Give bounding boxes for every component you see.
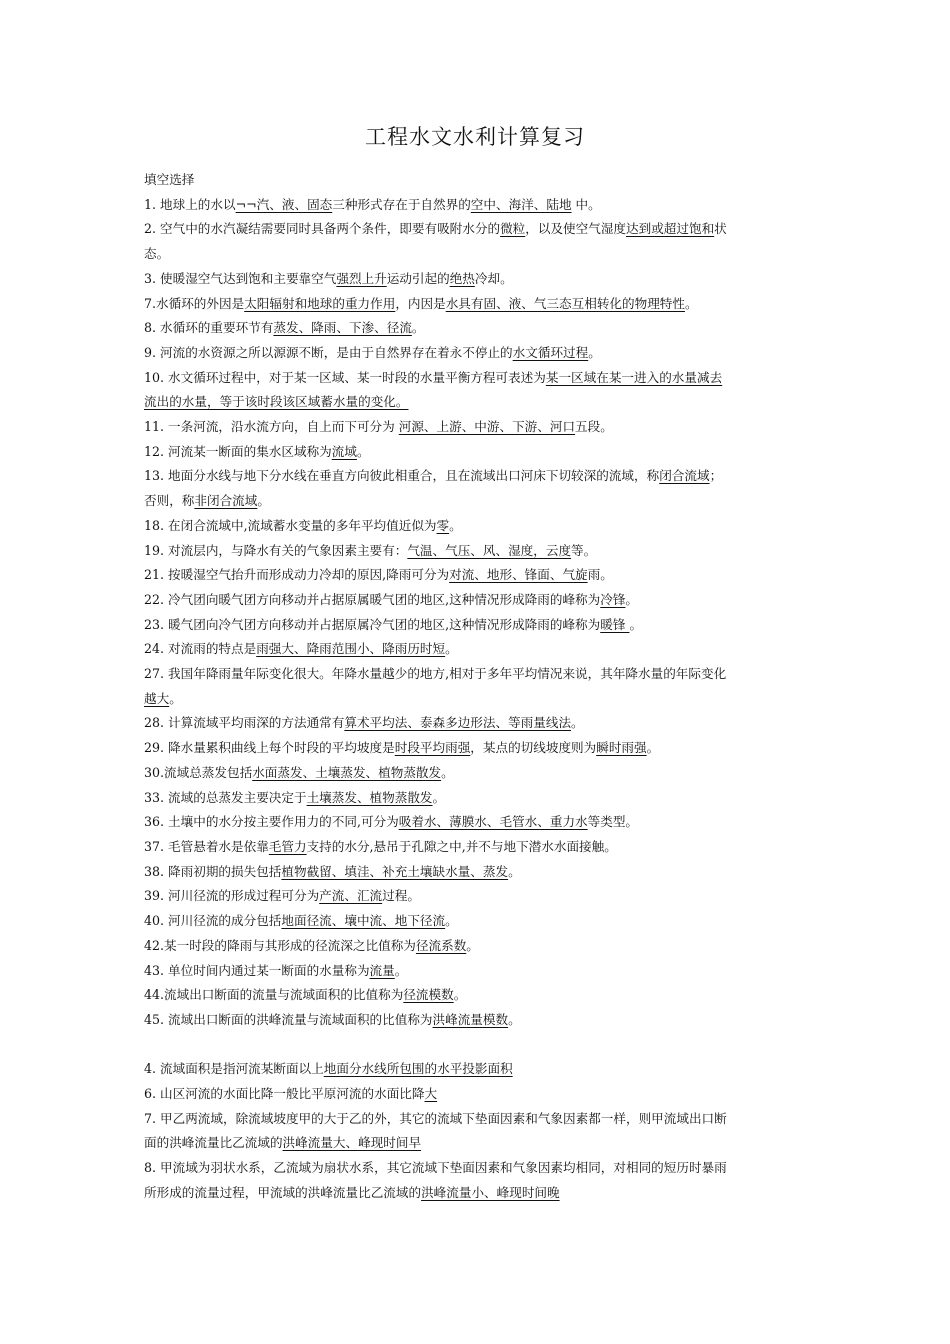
question-text: 12. 河流某一断面的集水区域称为 <box>144 443 332 459</box>
question-text: 。 <box>432 789 446 805</box>
answer-underline: 流出的水量，等于该时段该区域蓄水量的变化。 <box>144 394 409 410</box>
answer-underline: 闭合流域 <box>659 468 710 484</box>
answer-underline: 洪峰流量小、峰现时间晚 <box>421 1184 560 1200</box>
question-text: 33. 流域的总蒸发主要决定于 <box>144 789 307 805</box>
question-text: 19. 对流层内，与降水有关的气象因素主要有： <box>144 542 408 558</box>
answer-underline: 河源、上游、中游、下游、河口 <box>398 419 576 435</box>
answer-underline: 径流模数 <box>403 987 454 1003</box>
answer-underline: 越大 <box>144 690 170 706</box>
question-text: 。 <box>453 987 467 1003</box>
answer-underline: 水文循环过程 <box>512 344 589 360</box>
question-text: 。 <box>445 641 458 657</box>
question-text: 。 <box>508 863 521 879</box>
question-text: 43. 单位时间内通过某一断面的水量称为 <box>144 962 370 978</box>
document-body <box>144 168 812 1206</box>
question-text: 24. 对流雨的特点是 <box>144 641 257 657</box>
question-text: 44.流域出口断面的流量与流域面积的比值称为 <box>144 987 404 1003</box>
answer-underline: 植物截留、填洼、补充土壤缺水量、蒸发 <box>281 863 509 879</box>
question-text: 。 <box>629 616 643 632</box>
text-line <box>144 539 812 564</box>
question-text: 13. 地面分水线与地下分水线在垂直方向彼此相重合，且在流域出口河床下切较深的流域，称 <box>144 468 660 484</box>
question-text: ，内因是 <box>395 295 446 311</box>
answer-underline: 大 <box>424 1086 438 1101</box>
answer-underline: 地面分水线所包围的水平投影面积 <box>323 1061 513 1077</box>
question-text: 21. 按暖湿空气抬升而形成动力冷却的原因,降雨可分为 <box>144 567 450 583</box>
text-line <box>144 736 812 761</box>
question-text: 2. 空气中的水汽凝结需要同时具备两个条件，即要有吸附水分的 <box>144 221 501 237</box>
answer-underline: 某一区域在某一进入的水量减去 <box>545 369 723 385</box>
text-line <box>144 1156 812 1181</box>
question-text: 36. 土壤中的水分按主要作用力的不同,可分为 <box>144 814 399 830</box>
answer-underline: ¬¬汽、液、固态 <box>235 196 333 212</box>
text-line <box>144 761 812 786</box>
question-text: 支持的水分,悬吊于孔隙之中,并不与地下潜水水面接触。 <box>306 838 617 854</box>
question-text: 。 <box>445 913 458 929</box>
question-text: 37. 毛管悬着水是依靠 <box>144 838 269 854</box>
question-text: 28. 计算流域平均雨深的方法通常有 <box>144 715 345 731</box>
answer-underline: 产流、汇流 <box>319 888 383 904</box>
answer-underline: 对流、地形、锋面、气旋 <box>449 567 588 583</box>
question-text: 22. 冷气团向暖气团方向移动并占据原属暖气团的地区,这种情况形成降雨的峰称为 <box>144 591 601 607</box>
document-title: 工程水文水利计算复习 <box>365 125 585 149</box>
text-line <box>144 242 812 267</box>
text-line <box>144 662 812 687</box>
answer-underline: 流量 <box>369 962 395 978</box>
question-text: 8. 甲流域为羽状水系，乙流域为扇状水系，其它流域下垫面因素和气象因素均相同，对相同的短历时暴雨 <box>144 1160 727 1176</box>
text-line <box>144 267 812 292</box>
answer-underline: 水面蒸发、土壤蒸发、植物蒸散发 <box>252 764 442 780</box>
text-line <box>144 959 812 984</box>
question-text: 。 <box>394 962 408 978</box>
question-text: 29. 降水量累积曲线上每个时段的平均坡度是 <box>144 740 395 756</box>
question-text: 。 <box>571 715 584 731</box>
question-text: 五段。 <box>575 419 613 435</box>
answer-underline: 绝热 <box>449 270 475 286</box>
answer-underline: 毛管力 <box>268 838 307 854</box>
question-text: 3. 使暖湿空气达到饱和主要靠空气 <box>144 270 337 286</box>
question-text: ，以及使空气湿度 <box>525 221 626 237</box>
answer-underline: 蒸发、降雨、下渗、径流 <box>273 320 412 336</box>
answer-underline: 暖锋 <box>600 616 630 632</box>
answer-underline: 瞬时雨强 <box>596 740 647 756</box>
question-text: ，某点的切线坡度则为 <box>470 740 597 756</box>
question-text: 8. 水循环的重要环节有 <box>144 320 274 336</box>
question-text: 23. 暖气团向冷气团方向移动并占据原属冷气团的地区,这种情况形成降雨的峰称为 <box>144 616 601 632</box>
text-line <box>144 1181 812 1206</box>
question-text: 面的洪峰流量比乙流域的 <box>144 1135 283 1151</box>
answer-underline: 微粒 <box>500 221 526 237</box>
question-text: 。 <box>625 591 639 607</box>
section-heading: 填空选择 <box>144 172 195 187</box>
text-line <box>144 563 812 588</box>
answer-underline: 雨强大、降雨范围小、降雨历时短 <box>256 641 446 657</box>
question-text: 。 <box>684 295 698 311</box>
text-line <box>144 983 812 1008</box>
text-line <box>144 884 812 909</box>
question-text: 7. 甲乙两流域，除流域坡度甲的大于乙的外，其它的流域下垫面因素和气象因素都一样，则甲流域出口断 <box>144 1110 727 1126</box>
question-text: 40. 河川径流的成分包括 <box>144 913 282 929</box>
question-text: 。 <box>466 937 479 953</box>
answer-underline: 气温、气压、风、湿度，云度 <box>407 542 572 558</box>
text-line <box>144 687 812 712</box>
question-text: 所形成的流量过程，甲流域的洪峰流量比乙流域的 <box>144 1184 422 1200</box>
text-line <box>144 835 812 860</box>
question-text: 。 <box>411 320 425 336</box>
question-text: 。 <box>441 764 454 780</box>
text-line <box>144 292 812 317</box>
answer-underline: 冷锋 <box>600 591 626 607</box>
text-line <box>144 1107 812 1132</box>
text-line <box>144 860 812 885</box>
question-text: ； <box>709 468 723 484</box>
text-line <box>144 613 812 638</box>
question-text: 。 <box>356 443 370 459</box>
text-line <box>144 637 812 662</box>
answer-underline: 零 <box>436 517 450 533</box>
answer-underline: 强烈上升 <box>336 270 387 286</box>
text-line <box>144 810 812 835</box>
answer-underline: 达到或超过饱和 <box>626 221 715 237</box>
question-text: 39. 河川径流的形成过程可分为 <box>144 888 320 904</box>
question-text: 状 <box>714 221 727 237</box>
answer-underline: 吸着水、薄膜水、毛管水、重力水 <box>398 814 588 830</box>
question-text: 42.某一时段的降雨与其形成的径流深之比值称为 <box>144 937 416 953</box>
answer-underline: 太阳辐射和地球的重力作用 <box>244 295 396 311</box>
question-text: 1. 地球上的水以 <box>144 196 236 212</box>
blank-line <box>144 1033 812 1058</box>
question-text: 。 <box>169 690 182 706</box>
question-text: 。 <box>508 1011 521 1027</box>
question-text: 雨。 <box>587 567 613 583</box>
answer-underline: 算术平均法、泰森多边形法、等雨量线法 <box>344 715 572 731</box>
question-text: 6. 山区河流的水面比降一般比平原河流的水面比降 <box>144 1086 425 1101</box>
question-text: 态。 <box>144 246 170 262</box>
question-text: 运动引起的 <box>386 270 450 286</box>
text-line <box>144 217 812 242</box>
text-line <box>144 366 812 391</box>
text-line <box>144 440 812 465</box>
question-text: 。 <box>449 517 462 533</box>
text-line <box>144 934 812 959</box>
question-text: 中。 <box>571 196 601 212</box>
text-line <box>144 193 812 218</box>
answer-underline: 非闭合流域 <box>194 493 258 509</box>
text-line <box>144 1131 812 1156</box>
question-text: 等。 <box>571 542 597 558</box>
answer-underline: 流域 <box>331 443 357 459</box>
question-text: 等类型。 <box>587 814 639 830</box>
question-text: 27. 我国年降雨量年际变化很大。年降水量越少的地方,相对于多年平均情况来说，其年降水量的年际变化 <box>144 666 727 682</box>
answer-underline: 时段平均雨强 <box>394 740 471 756</box>
text-line <box>144 464 812 489</box>
text-line <box>144 390 812 415</box>
text-line <box>144 1008 812 1033</box>
answer-underline: 洪峰流量模数 <box>432 1011 509 1027</box>
text-line <box>144 711 812 736</box>
text-line <box>144 415 812 440</box>
answer-underline: 土壤蒸发、植物蒸散发 <box>306 789 433 805</box>
question-text: 11. 一条河流，沿水流方向，自上而下可分为 <box>144 419 399 435</box>
question-text: 过程。 <box>382 888 420 904</box>
text-line <box>144 341 812 366</box>
question-text: 。 <box>257 493 270 509</box>
text-line <box>144 1082 812 1107</box>
answer-underline: 空中、海洋、陆地 <box>470 196 572 212</box>
question-text: 否则，称 <box>144 493 195 509</box>
text-line <box>144 786 812 811</box>
question-text: 10. 水文循环过程中，对于某一区域、某一时段的水量平衡方程可表述为 <box>144 369 546 385</box>
answer-underline: 水具有固、液、气三态互相转化的物理特性 <box>445 295 685 311</box>
question-text: 30.流域总蒸发包括 <box>144 764 253 780</box>
text-line <box>144 909 812 934</box>
answer-underline: 径流系数 <box>415 937 467 953</box>
question-text: 38. 降雨初期的损失包括 <box>144 863 282 879</box>
question-text: 4. 流域面积是指河流某断面以上 <box>144 1061 324 1077</box>
question-text: 冷却。 <box>474 270 513 286</box>
answer-underline: 洪峰流量大、峰现时间早 <box>282 1135 422 1151</box>
text-line <box>144 489 812 514</box>
question-text: 18. 在闭合流域中,流域蓄水变量的多年平均值近似为 <box>144 517 437 533</box>
question-text: 9. 河流的水资源之所以源源不断，是由于自然界存在着永不停止的 <box>144 344 513 360</box>
text-line <box>144 1057 812 1082</box>
text-line <box>144 588 812 613</box>
answer-underline: 地面径流、壤中流、地下径流 <box>281 913 446 929</box>
question-text: 45. 流域出口断面的洪峰流量与流域面积的比值称为 <box>144 1011 433 1027</box>
question-text: 。 <box>646 740 660 756</box>
text-line <box>144 316 812 341</box>
text-line <box>144 514 812 539</box>
question-text: 7.水循环的外因是 <box>144 295 245 311</box>
question-text: 三种形式存在于自然界的 <box>332 196 471 212</box>
question-text: 。 <box>588 344 601 360</box>
